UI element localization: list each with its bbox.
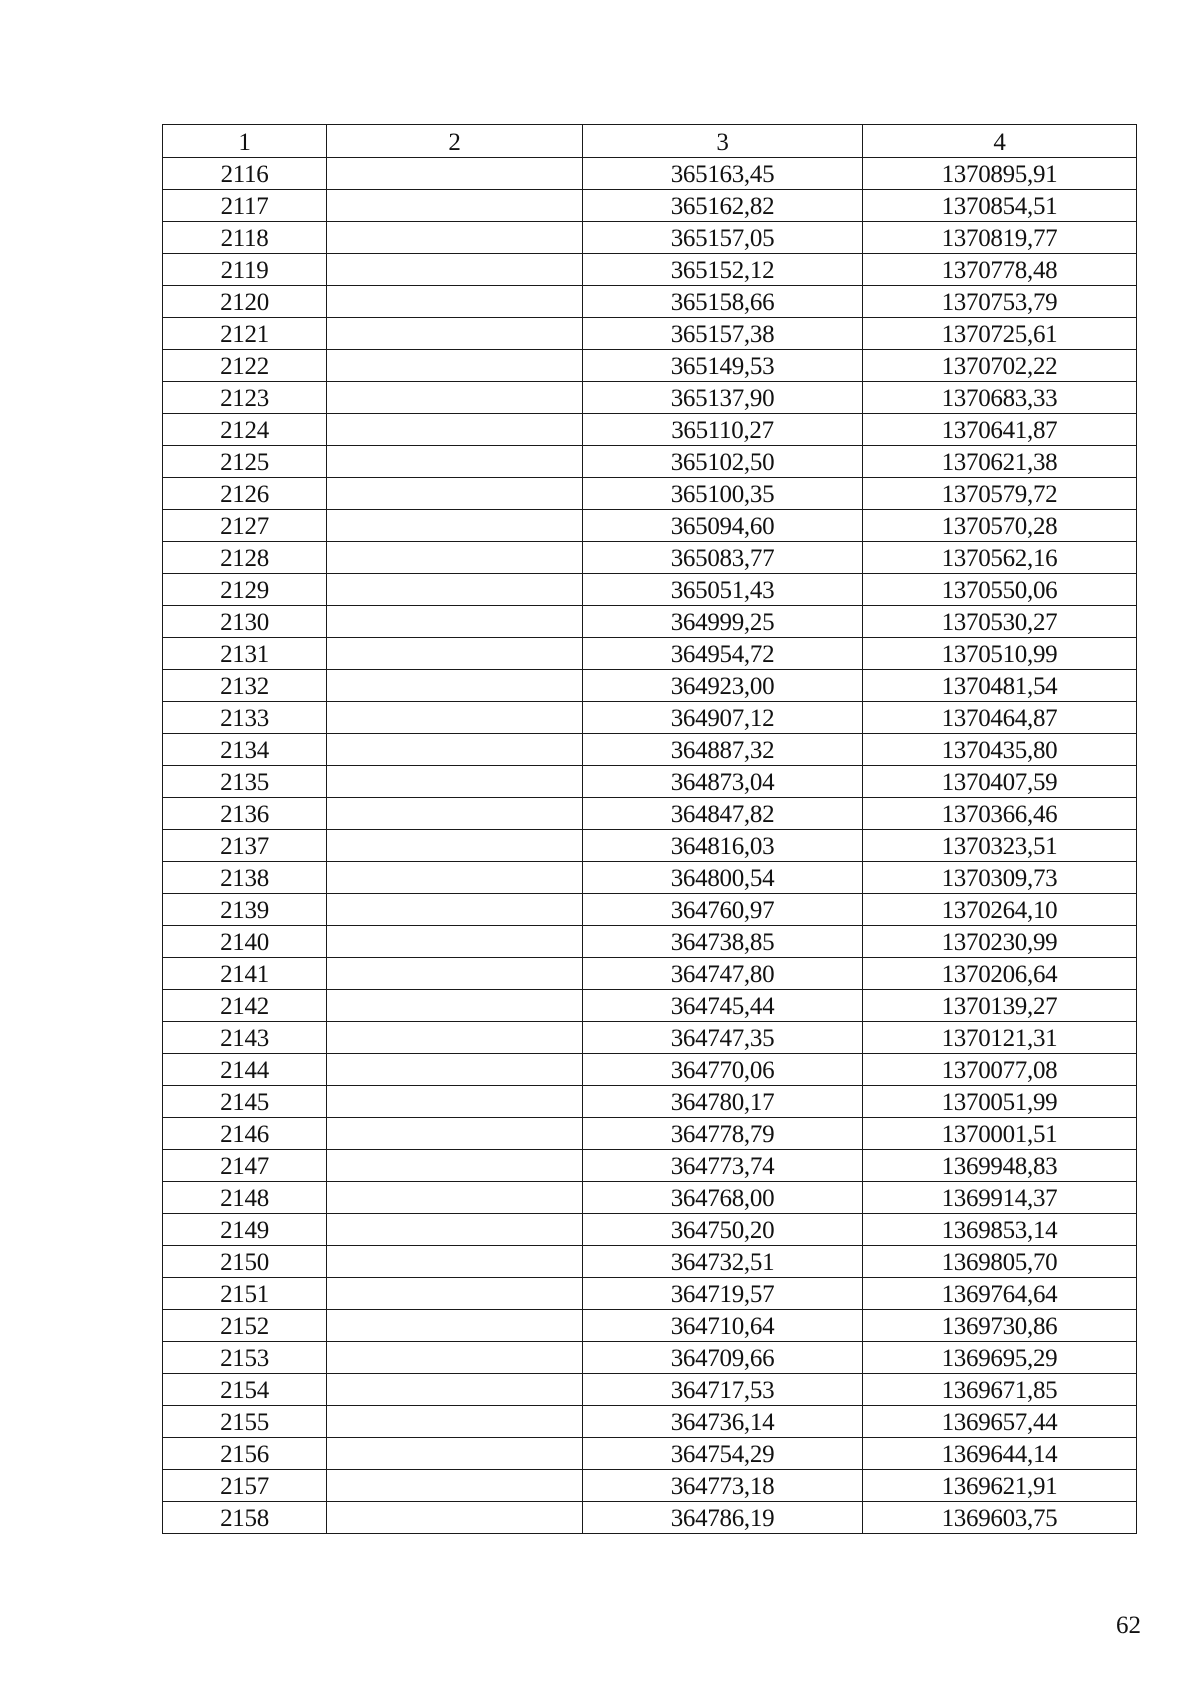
x-coordinate-cell: 364770,06	[583, 1054, 863, 1086]
description-cell	[327, 830, 583, 862]
table-row	[163, 222, 1137, 254]
description-cell	[327, 574, 583, 606]
y-coordinate-cell: 1370230,99	[863, 926, 1137, 958]
point-number-cell: 2152	[163, 1310, 327, 1342]
table-row	[163, 1118, 1137, 1150]
x-coordinate-cell: 364800,54	[583, 862, 863, 894]
point-number-cell: 2117	[163, 190, 327, 222]
table-row	[163, 574, 1137, 606]
y-coordinate-cell: 1370753,79	[863, 286, 1137, 318]
x-coordinate-cell: 364999,25	[583, 606, 863, 638]
y-coordinate-cell: 1369695,29	[863, 1342, 1137, 1374]
x-coordinate-cell: 365152,12	[583, 254, 863, 286]
y-coordinate-cell: 1370435,80	[863, 734, 1137, 766]
description-cell	[327, 1086, 583, 1118]
x-coordinate-cell: 364847,82	[583, 798, 863, 830]
column-header-1: 1	[163, 125, 327, 158]
point-number-cell: 2128	[163, 542, 327, 574]
header-row	[163, 125, 1137, 158]
x-coordinate-cell: 364760,97	[583, 894, 863, 926]
y-coordinate-cell: 1370366,46	[863, 798, 1137, 830]
point-number-cell: 2136	[163, 798, 327, 830]
x-coordinate-cell: 364786,19	[583, 1502, 863, 1534]
point-number-cell: 2121	[163, 318, 327, 350]
x-coordinate-cell: 365100,35	[583, 478, 863, 510]
description-cell	[327, 1470, 583, 1502]
y-coordinate-cell: 1370206,64	[863, 958, 1137, 990]
y-coordinate-cell: 1369730,86	[863, 1310, 1137, 1342]
point-number-cell: 2158	[163, 1502, 327, 1534]
table-row	[163, 1054, 1137, 1086]
x-coordinate-cell: 364773,74	[583, 1150, 863, 1182]
x-coordinate-cell: 365163,45	[583, 158, 863, 190]
y-coordinate-cell: 1369805,70	[863, 1246, 1137, 1278]
y-coordinate-cell: 1370562,16	[863, 542, 1137, 574]
y-coordinate-cell: 1370778,48	[863, 254, 1137, 286]
description-cell	[327, 990, 583, 1022]
x-coordinate-cell: 364873,04	[583, 766, 863, 798]
y-coordinate-cell: 1370621,38	[863, 446, 1137, 478]
table-row	[163, 670, 1137, 702]
description-cell	[327, 798, 583, 830]
description-cell	[327, 894, 583, 926]
point-number-cell: 2120	[163, 286, 327, 318]
point-number-cell: 2123	[163, 382, 327, 414]
x-coordinate-cell: 365102,50	[583, 446, 863, 478]
x-coordinate-cell: 364750,20	[583, 1214, 863, 1246]
description-cell	[327, 958, 583, 990]
x-coordinate-cell: 365137,90	[583, 382, 863, 414]
y-coordinate-cell: 1370407,59	[863, 766, 1137, 798]
x-coordinate-cell: 365094,60	[583, 510, 863, 542]
description-cell	[327, 1406, 583, 1438]
x-coordinate-cell: 365149,53	[583, 350, 863, 382]
table-row	[163, 286, 1137, 318]
x-coordinate-cell: 365162,82	[583, 190, 863, 222]
description-cell	[327, 414, 583, 446]
y-coordinate-cell: 1370077,08	[863, 1054, 1137, 1086]
table-row	[163, 318, 1137, 350]
table-row	[163, 990, 1137, 1022]
y-coordinate-cell: 1369603,75	[863, 1502, 1137, 1534]
y-coordinate-cell: 1370121,31	[863, 1022, 1137, 1054]
coordinates-table	[162, 124, 1137, 1534]
y-coordinate-cell: 1369657,44	[863, 1406, 1137, 1438]
table-row	[163, 638, 1137, 670]
point-number-cell: 2131	[163, 638, 327, 670]
table-row	[163, 1150, 1137, 1182]
description-cell	[327, 286, 583, 318]
description-cell	[327, 638, 583, 670]
y-coordinate-cell: 1370641,87	[863, 414, 1137, 446]
table-row	[163, 382, 1137, 414]
point-number-cell: 2138	[163, 862, 327, 894]
x-coordinate-cell: 364923,00	[583, 670, 863, 702]
table-row	[163, 766, 1137, 798]
point-number-cell: 2135	[163, 766, 327, 798]
x-coordinate-cell: 364738,85	[583, 926, 863, 958]
x-coordinate-cell: 364719,57	[583, 1278, 863, 1310]
description-cell	[327, 1278, 583, 1310]
table-row	[163, 1470, 1137, 1502]
point-number-cell: 2147	[163, 1150, 327, 1182]
description-cell	[327, 1150, 583, 1182]
point-number-cell: 2148	[163, 1182, 327, 1214]
table-row	[163, 926, 1137, 958]
description-cell	[327, 478, 583, 510]
point-number-cell: 2126	[163, 478, 327, 510]
description-cell	[327, 446, 583, 478]
y-coordinate-cell: 1370264,10	[863, 894, 1137, 926]
y-coordinate-cell: 1370139,27	[863, 990, 1137, 1022]
point-number-cell: 2122	[163, 350, 327, 382]
description-cell	[327, 862, 583, 894]
x-coordinate-cell: 364954,72	[583, 638, 863, 670]
table-row	[163, 734, 1137, 766]
y-coordinate-cell: 1370683,33	[863, 382, 1137, 414]
table-row	[163, 1022, 1137, 1054]
table-row	[163, 1502, 1137, 1534]
x-coordinate-cell: 365157,05	[583, 222, 863, 254]
point-number-cell: 2150	[163, 1246, 327, 1278]
table-row	[163, 1246, 1137, 1278]
description-cell	[327, 318, 583, 350]
y-coordinate-cell: 1369621,91	[863, 1470, 1137, 1502]
y-coordinate-cell: 1370309,73	[863, 862, 1137, 894]
point-number-cell: 2156	[163, 1438, 327, 1470]
point-number-cell: 2154	[163, 1374, 327, 1406]
table-row	[163, 350, 1137, 382]
x-coordinate-cell: 365083,77	[583, 542, 863, 574]
x-coordinate-cell: 364754,29	[583, 1438, 863, 1470]
point-number-cell: 2116	[163, 158, 327, 190]
point-number-cell: 2130	[163, 606, 327, 638]
description-cell	[327, 254, 583, 286]
point-number-cell: 2139	[163, 894, 327, 926]
x-coordinate-cell: 364778,79	[583, 1118, 863, 1150]
page-number: 62	[1116, 1612, 1141, 1639]
y-coordinate-cell: 1370702,22	[863, 350, 1137, 382]
description-cell	[327, 1118, 583, 1150]
description-cell	[327, 1502, 583, 1534]
point-number-cell: 2143	[163, 1022, 327, 1054]
y-coordinate-cell: 1370570,28	[863, 510, 1137, 542]
table-row	[163, 830, 1137, 862]
y-coordinate-cell: 1370530,27	[863, 606, 1137, 638]
point-number-cell: 2118	[163, 222, 327, 254]
table-row	[163, 1310, 1137, 1342]
description-cell	[327, 1342, 583, 1374]
table-row	[163, 446, 1137, 478]
description-cell	[327, 1054, 583, 1086]
point-number-cell: 2129	[163, 574, 327, 606]
table-row	[163, 1214, 1137, 1246]
table-row	[163, 606, 1137, 638]
point-number-cell: 2142	[163, 990, 327, 1022]
point-number-cell: 2149	[163, 1214, 327, 1246]
table-row	[163, 894, 1137, 926]
description-cell	[327, 1182, 583, 1214]
x-coordinate-cell: 364745,44	[583, 990, 863, 1022]
x-coordinate-cell: 364747,35	[583, 1022, 863, 1054]
table-row	[163, 1374, 1137, 1406]
description-cell	[327, 1374, 583, 1406]
x-coordinate-cell: 364816,03	[583, 830, 863, 862]
x-coordinate-cell: 365051,43	[583, 574, 863, 606]
description-cell	[327, 766, 583, 798]
table-row	[163, 254, 1137, 286]
description-cell	[327, 734, 583, 766]
y-coordinate-cell: 1370854,51	[863, 190, 1137, 222]
table-row	[163, 1342, 1137, 1374]
description-cell	[327, 670, 583, 702]
x-coordinate-cell: 364717,53	[583, 1374, 863, 1406]
y-coordinate-cell: 1370481,54	[863, 670, 1137, 702]
table-row	[163, 158, 1137, 190]
x-coordinate-cell: 364887,32	[583, 734, 863, 766]
description-cell	[327, 1022, 583, 1054]
y-coordinate-cell: 1370550,06	[863, 574, 1137, 606]
y-coordinate-cell: 1369914,37	[863, 1182, 1137, 1214]
point-number-cell: 2134	[163, 734, 327, 766]
description-cell	[327, 1246, 583, 1278]
table-row	[163, 958, 1137, 990]
y-coordinate-cell: 1370510,99	[863, 638, 1137, 670]
point-number-cell: 2133	[163, 702, 327, 734]
point-number-cell: 2137	[163, 830, 327, 862]
point-number-cell: 2146	[163, 1118, 327, 1150]
y-coordinate-cell: 1369853,14	[863, 1214, 1137, 1246]
y-coordinate-cell: 1369644,14	[863, 1438, 1137, 1470]
description-cell	[327, 1438, 583, 1470]
y-coordinate-cell: 1370001,51	[863, 1118, 1137, 1150]
description-cell	[327, 190, 583, 222]
table-row	[163, 414, 1137, 446]
y-coordinate-cell: 1370464,87	[863, 702, 1137, 734]
table-row	[163, 1278, 1137, 1310]
description-cell	[327, 350, 583, 382]
y-coordinate-cell: 1370579,72	[863, 478, 1137, 510]
y-coordinate-cell: 1369671,85	[863, 1374, 1137, 1406]
point-number-cell: 2119	[163, 254, 327, 286]
description-cell	[327, 222, 583, 254]
point-number-cell: 2124	[163, 414, 327, 446]
table-row	[163, 1438, 1137, 1470]
x-coordinate-cell: 364768,00	[583, 1182, 863, 1214]
point-number-cell: 2140	[163, 926, 327, 958]
table-row	[163, 798, 1137, 830]
table-row	[163, 862, 1137, 894]
table-row	[163, 1086, 1137, 1118]
point-number-cell: 2153	[163, 1342, 327, 1374]
y-coordinate-cell: 1370051,99	[863, 1086, 1137, 1118]
point-number-cell: 2125	[163, 446, 327, 478]
point-number-cell: 2145	[163, 1086, 327, 1118]
point-number-cell: 2155	[163, 1406, 327, 1438]
description-cell	[327, 382, 583, 414]
table-header	[163, 125, 1137, 158]
description-cell	[327, 606, 583, 638]
x-coordinate-cell: 364710,64	[583, 1310, 863, 1342]
point-number-cell: 2157	[163, 1470, 327, 1502]
column-header-3: 3	[583, 125, 863, 158]
description-cell	[327, 542, 583, 574]
y-coordinate-cell: 1369948,83	[863, 1150, 1137, 1182]
point-number-cell: 2151	[163, 1278, 327, 1310]
table-row	[163, 510, 1137, 542]
y-coordinate-cell: 1370895,91	[863, 158, 1137, 190]
point-number-cell: 2144	[163, 1054, 327, 1086]
table-row	[163, 542, 1137, 574]
x-coordinate-cell: 364747,80	[583, 958, 863, 990]
y-coordinate-cell: 1370725,61	[863, 318, 1137, 350]
x-coordinate-cell: 364907,12	[583, 702, 863, 734]
x-coordinate-cell: 364709,66	[583, 1342, 863, 1374]
x-coordinate-cell: 365158,66	[583, 286, 863, 318]
column-header-4: 4	[863, 125, 1137, 158]
point-number-cell: 2132	[163, 670, 327, 702]
x-coordinate-cell: 364732,51	[583, 1246, 863, 1278]
x-coordinate-cell: 364736,14	[583, 1406, 863, 1438]
x-coordinate-cell: 364780,17	[583, 1086, 863, 1118]
y-coordinate-cell: 1370819,77	[863, 222, 1137, 254]
description-cell	[327, 702, 583, 734]
table-row	[163, 478, 1137, 510]
y-coordinate-cell: 1369764,64	[863, 1278, 1137, 1310]
description-cell	[327, 510, 583, 542]
point-number-cell: 2127	[163, 510, 327, 542]
point-number-cell: 2141	[163, 958, 327, 990]
description-cell	[327, 1214, 583, 1246]
table-body	[163, 158, 1137, 1534]
table-row	[163, 1406, 1137, 1438]
description-cell	[327, 926, 583, 958]
table-row	[163, 702, 1137, 734]
x-coordinate-cell: 365157,38	[583, 318, 863, 350]
table-row	[163, 1182, 1137, 1214]
description-cell	[327, 1310, 583, 1342]
x-coordinate-cell: 365110,27	[583, 414, 863, 446]
column-header-2: 2	[327, 125, 583, 158]
description-cell	[327, 158, 583, 190]
table-row	[163, 190, 1137, 222]
y-coordinate-cell: 1370323,51	[863, 830, 1137, 862]
x-coordinate-cell: 364773,18	[583, 1470, 863, 1502]
